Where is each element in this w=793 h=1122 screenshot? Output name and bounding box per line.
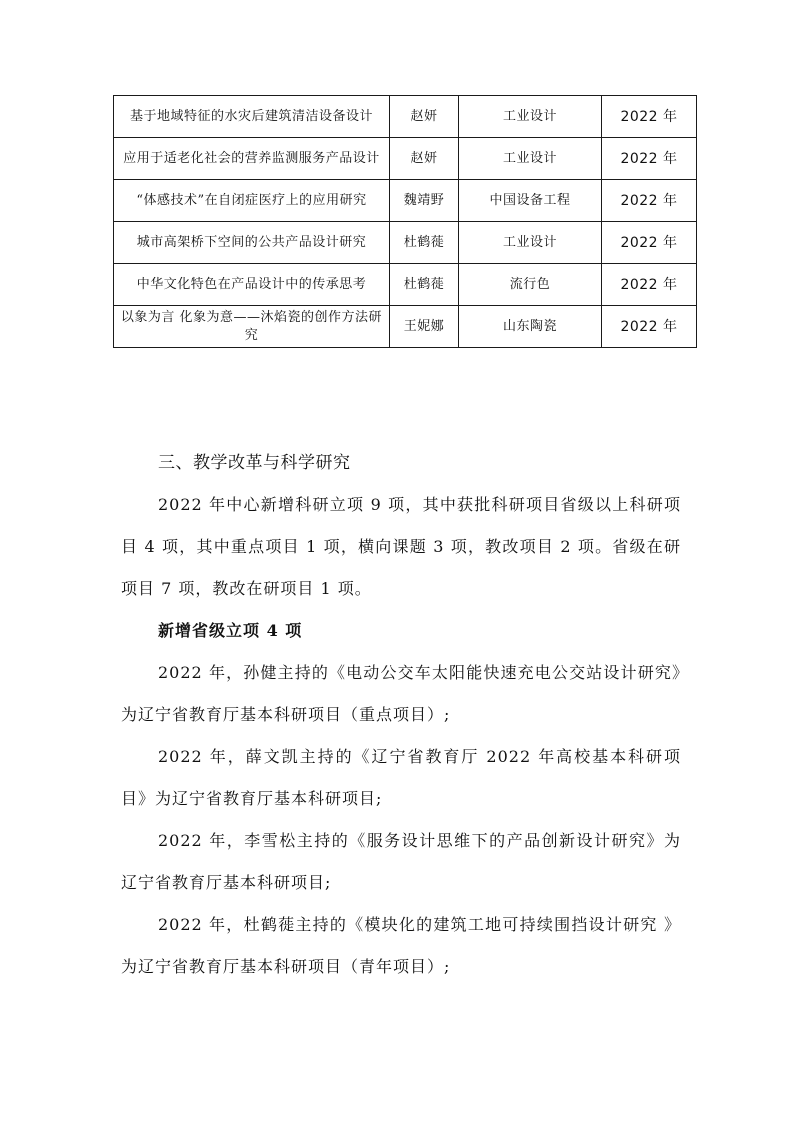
paper-title-cell: 应用于适老化社会的营养监测服务产品设计 [114,138,390,180]
section-heading: 三、教学改革与科学研究 [158,453,351,473]
paper-title-cell: 以象为言 化象为意——沐焰瓷的创作方法研究 [114,306,390,348]
table-row [114,306,697,348]
project-paragraph: 2022 年，薛文凯主持的《辽宁省教育厅 2022 年高校基本科研项目》为辽宁省教育厅基本科研项目; [121,747,681,808]
author-cell: 赵妍 [390,138,459,180]
publications-table [113,95,697,348]
author-cell: 杜鹤蓰 [390,264,459,306]
subheading: 新增省级立项 4 项 [158,621,303,640]
journal-cell: 山东陶瓷 [459,306,602,348]
year-cell: 2022 年 [602,264,697,306]
author-cell: 魏靖野 [390,180,459,222]
project-paragraph: 2022 年，孙健主持的《电动公交车太阳能快速充电公交站设计研究》为辽宁省教育厅基本科研项目（重点项目）; [121,663,681,724]
author-cell: 赵妍 [390,96,459,138]
year-cell: 2022 年 [602,222,697,264]
journal-cell: 工业设计 [459,222,602,264]
table-row [114,264,697,306]
paper-title-cell: 基于地域特征的水灾后建筑清洁设备设计 [114,96,390,138]
year-cell: 2022 年 [602,138,697,180]
paper-title-cell: 城市高架桥下空间的公共产品设计研究 [114,222,390,264]
table-row [114,138,697,180]
year-cell: 2022 年 [602,96,697,138]
author-cell: 王妮娜 [390,306,459,348]
project-paragraph: 2022 年，杜鹤蓰主持的《模块化的建筑工地可持续围挡设计研究 》为辽宁省教育厅基本科研项目（青年项目）; [121,915,681,976]
paper-title-cell: “体感技术”在自闭症医疗上的应用研究 [114,180,390,222]
intro-paragraph: 2022 年中心新增科研立项 9 项，其中获批科研项目省级以上科研项目 4 项，其中重点项目 1 项，横向课题 3 项，教改项目 2 项。省级在研项目 7 项，教改在研项目 1 项。 [121,495,681,598]
journal-cell: 中国设备工程 [459,180,602,222]
table-row [114,96,697,138]
journal-cell: 工业设计 [459,138,602,180]
section-body [121,484,681,988]
journal-cell: 工业设计 [459,96,602,138]
year-cell: 2022 年 [602,306,697,348]
year-cell: 2022 年 [602,180,697,222]
table-row [114,222,697,264]
project-paragraph: 2022 年，李雪松主持的《服务设计思维下的产品创新设计研究》为辽宁省教育厅基本科研项目; [121,831,681,892]
author-cell: 杜鹤蓰 [390,222,459,264]
journal-cell: 流行色 [459,264,602,306]
paper-title-cell: 中华文化特色在产品设计中的传承思考 [114,264,390,306]
table-row [114,180,697,222]
